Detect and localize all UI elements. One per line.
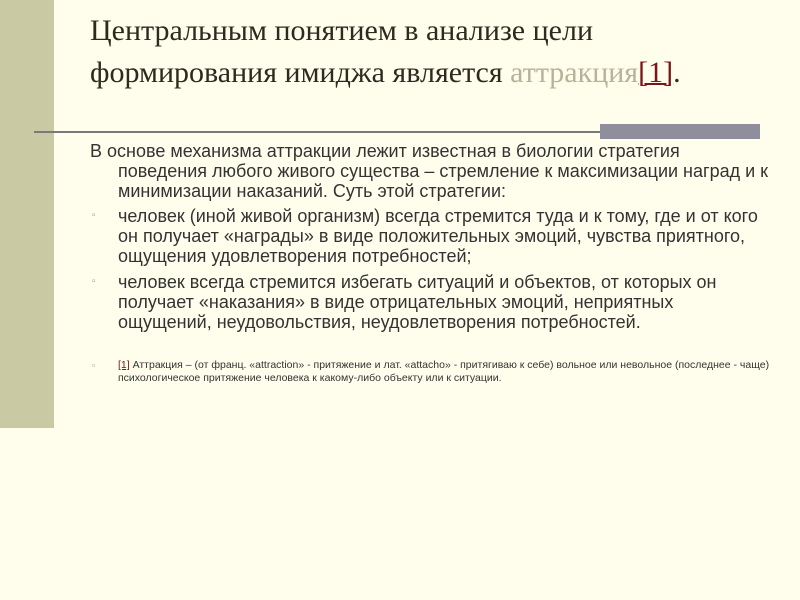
title-line-1: Центральным понятием в анализе цели	[90, 14, 594, 47]
sidebar-decoration	[0, 0, 54, 428]
title-term: аттракция	[510, 56, 639, 89]
accent-bar	[600, 124, 760, 139]
bullet-list	[90, 206, 770, 332]
slide-title	[90, 10, 780, 94]
intro-paragraph: В основе механизма аттракции лежит известная в биологии стратегия поведения любого живого существа – стремление к максимизации наград и к минимизации наказаний. Суть этой стратегии:	[90, 141, 769, 201]
title-line-2: формирования имиджа является	[90, 56, 511, 89]
list-item-text: человек (иной живой организм) всегда стремится туда и к тому, где и от кого он получает «награды» в виде положительных эмоций, чувства приятного, ощущения удовлетворения потребностей;	[118, 206, 758, 266]
list-item	[90, 272, 770, 332]
title-footnote-link[interactable]: [1]	[638, 56, 674, 89]
list-item-text: человек всегда стремится избегать ситуаций и объектов, от которых он получает «наказания» в виде отрицательных эмоций, неприятных ощущений, неудовольствия, неудовлетворения потребностей.	[118, 272, 717, 332]
list-item	[90, 206, 770, 266]
square-bullet-icon: ▫	[92, 210, 96, 221]
footnote	[90, 359, 770, 385]
slide-body	[90, 141, 770, 385]
title-suffix: .	[673, 56, 681, 89]
footnote-link[interactable]: [1]	[118, 359, 130, 371]
square-bullet-icon: ▫	[92, 360, 96, 370]
footnote-text: Аттракция – (от франц. «attraction» - притяжение и лат. «attacho» - притягиваю к себе) вольное или невольное (последнее - чаще) психологическое притяжение человека к какому-либо объекту или к ситуации.	[118, 359, 770, 384]
square-bullet-icon: ▫	[92, 276, 96, 287]
